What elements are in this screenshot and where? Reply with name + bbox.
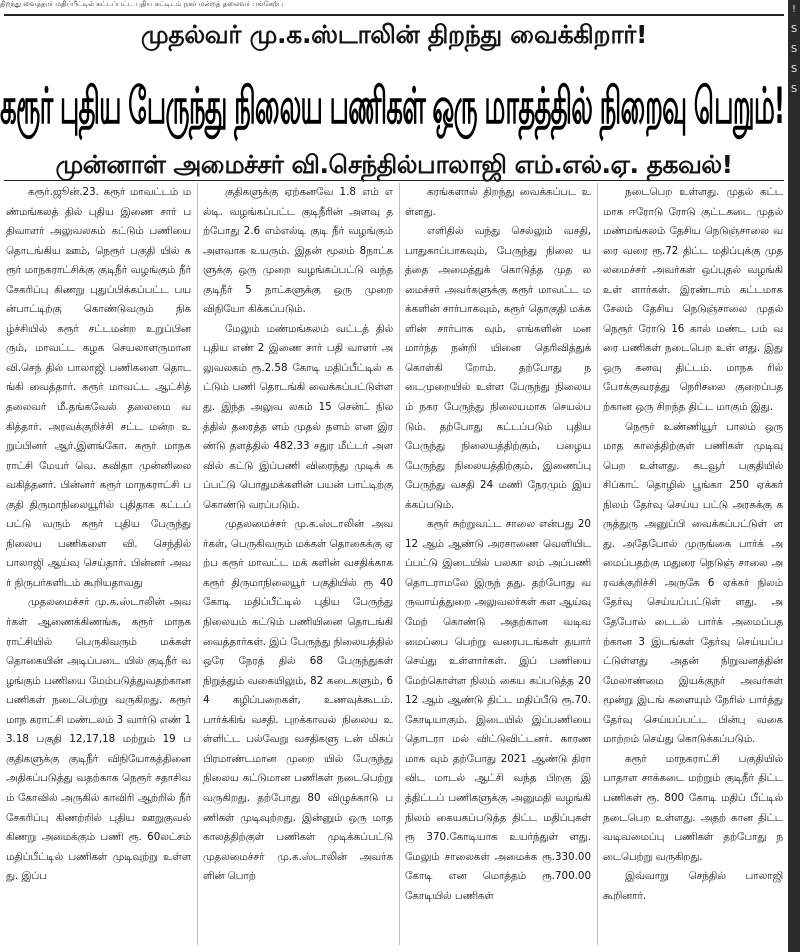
column-divider (197, 183, 198, 945)
strip-glyph: ! (791, 4, 796, 15)
adjacent-page-strip (788, 0, 800, 952)
strip-glyph: S (790, 64, 798, 75)
column-divider (597, 183, 598, 945)
paragraph: கரூர் மாநகராட்சி பகுதியில் பாதாள சாக்கடை மற்றும் குடிநீர் திட்ட பணிகள் ரூ. 800 கோடி மதிப் பீட்டில் நடைபெற உள்ளது. அதற் கான திட்ட வடிவமைப்பு பணிகள் தற்போது நடைபெற்று வருகிறது. (603, 752, 783, 863)
paragraph: கரூர்.ஜூன்.23. கரூர் மாவட்டம் மண்மங்கலத் தில் புதிய இணை சார் பதிவாளர் அலுவலகம் கட்டும் பணியை தொடங்கிய ஊம், நெரூர் பகுதி யில் கரூர் மாநகராட்சிக்கு குடிநீர் வழங்கும் நீர் சேகரிப்பு கிணறு புதுப்பிக்கப்பட்ட பயன்பாட்டிற்கு கொண்டுவரும் நிகழ்ச்சியில் கரூர் சட்டமன்ற உறுப்பினரும், மாவட்ட கழக செயலாளருமான வி.செந் தில் பாலாஜி பணிகளை தொடங்கி வைத்தார். கரூர் மாவட்ட ஆட்சித் தலைவர் மீ.தங்கவேல் தலைமை வகித்தார். அரவக்குறிச்சி சட்ட மன்ற உறுப்பினர் ஆர்.இளங்கோ. கரூர் மாநகராட்சி மேயர் வெ. கவிதா முன்னிலை வகித்தனர். பின்னர் கரூர் மாநகராட்சி பகுதி திருமாநிலையூரில் புதிதாக கட்டப் பட்டு வரும் கரூர் புதிய பேருந்து நிலைய பணிகளை வி. செந்தில் பாலாஜி ஆய்வு செய்தார். பின்னர் அவர் நிருபர்களிடம் கூறியதாவது (6, 186, 191, 589)
paragraph: கரூர் சுற்றுவட்ட சாலை என்பது 2012 ஆம் ஆண்டு அரசாணை வெளியிடப்பட்டு இடையில் பலகா லம் அப்பணி தொடராமலே இருந் தது. தற்போது வருவாய்த்துறை அலுவலர்கள் கள ஆய்வு மேற் கொண்டு அதற்கான வடிவ மைப்பை பெற்று வரைபடங்கள் தயார் செய்து உள்ளார்கள். இப் பணியை மேற்கொள்ள நிலம் கைய கப்படுத்த 2012 ஆம் ஆண்டு திட்ட மதிப்பீடு ரூ.70.கோடியாகும். இடையில் இப்பணியை தொடரா மல் விட்டுவிட்டனர். காரணமாக வும் தற்போது 2021 ஆண்டு திரா விட மாடல் ஆட்சி வந்த பிறகு இத்திட்டப் பணிகளுக்கு அனுமதி வழங்கி நிலம் கையகப்படுத்த திட்ட மதிப்புகள் ரூ 370.கோடியாக உயர்ந்துள் ளது. மேலும் சாலைகள் அமைக்க ரூ.330.00 கோடி என மொத்தம் ரூ.700.00 கோடியில் பணிகள் (405, 518, 591, 902)
column-divider (399, 183, 400, 945)
top-clipped-text: திறந்து வைத்தார் மதிப்பீட்டில் கட்டப்பட்ட புதிய கட்டிடம் நகர் மன்றத் தலைவர் பங்கேற்பு (0, 0, 284, 8)
paragraph: கரங்களால் திறந்து வைக்கப்பட உள்ளது. (405, 186, 591, 218)
paragraph: நெரூர் உண்ணியூர் பாலம் ஒரு மாத காலத்திற்குள் பணிகள் முடிவு பெற உள்ளது. கடவூர் பகுதியில் சிப்காட் தொழில் பூங்கா 250 ஏக்கர் நிலம் தேர்வு செய்ய பட்டு அரசுக்கு கருத்துரு அனுப்பி வைக்கப்பட்டுள் ளது. அதேபோல் முருங்கை பார்க் அமைப்பதற்கு மதுரை நெடுஞ் சாலை அரவக்குறிச்சி அருகே 6 ஏக்கர் நிலம் தேர்வு செய்யப்பட்டுள் ளது. அதேபோல் டைடல் பார்க் அமைப்பதற்கான 3 இடங்கள் தேர்வு செய்யப்பட்டுள்ளது அதன் நிறுவனத்தின் மேலாண்மை இயக்குநர் அவர்கள் மூன்று இடங் களையும் நேரில் பார்த்து தேர்வு செய்யப்பட்ட பின்பு வகை மாற்றம் செய்து கொடுக்கப்படும். (603, 420, 783, 746)
headline-bottom-rule (4, 180, 784, 181)
paragraph: எளிதில் வந்து செல்லும் வசதி, பாதுகாப்பாகவும், பேருந்து நிலை யத்தை அமைத்துக் கொடுத்த முத லமைச்சர் அவர்களுக்கு கரூர் மாவட்ட மக்களின் சார்பாகவும், கரூர் தொகுதி மக்களின் சார்பாக வும், எங்களின் மனமார்ந்த நன்றி யினை தெரிவித்துக் கொள்கி றோம். தற்போது நடைமுறையில் உள்ள பேருந்து நிலையம் நகர பேருந்து நிலையமாக செயல்ப டும். தற்போது கட்டப்படும் புதிய பேருந்து நிலையத்திற்கும், பழைய பேருந்து நிலையத்திற்கும், இணைப்பு பேருந்து வசதி 24 மணி நேரமும் இயக்கப்படும். (405, 225, 591, 511)
paragraph: முதலமைச்சர் மு.க.ஸ்டாலின் அவர்கள், பெருகிவரும் மக்கள் தொகைக்கு ஏற்ப கரூர் மாவட்ட மக் களின் வசதிக்காக கரூர் திருமாநிலையூர் பகுதியில் ரூ 40 கோடி மதிப்பீட்டில் புதிய பேருந்து நிலையம் கட்டும் பணியினை தொடங்கி வைத்தார்கள். இப் பேருந்து நிலையத்தில் ஒரே நேரத் தில் 68 பேருந்துகள் நிறுத்தும் வகையிலும், 82 கடைகளும், 64 கழிப்பறைகள், உணவுக்கூடம். பார்க்கிங் வசதி. புறக்காவல் நிலைய உள்ளிட்ட பல்வேறு வசதிகளு டன் மிகப் பிரமாண்டமான முறை யில் பேருந்து நிலைய கட்டுமான பணிகள் நடைபெற்று வருகிறது. தற்போது 80 விழுக்காடு பணிகள் முடிவுற்றது. இன்னும் ஒரு மாத காலத்திற்குள் பணிகள் முடிக்கப்பட்டு முதலமைச்சர் மு.க.ஸ்டாலின் அவர்களின் பொற் (203, 518, 393, 883)
article-column-3 (405, 183, 591, 943)
article-column-4 (603, 183, 783, 943)
top-rule (4, 14, 784, 16)
kicker-headline: முதல்வர் மு.க.ஸ்டாலின் திறந்து வைக்கிறார்! (140, 20, 648, 49)
main-headline (0, 66, 788, 146)
article-column-1 (6, 183, 191, 943)
paragraph: முதலமைச்சர் மு.க.ஸ்டாலின் அவர்கள் ஆணைக்கிணங்க, கரூர் மாநகராட்சியில் பெருகிவரும் மக்கள் தொகையின் அடிப்படை யில் குடிநீர் வழங்கும் பணியை மேம்படுத்துவதற்கான பணிகள் நடைபெற்று வருகிறது. கரூர் மாந கராட்சி மண்டலம் 3 வார்டு எண் 13.18 பகுதி 12,17,18 மற்றும் 19 பகுதிகளுக்கு குடிநீர் விநியோகத்தினை அதிகப்படுத்து வதற்காக நெரூர் சதாசிவம் கோவில் அருகில் காவிரி ஆற்றில் நீர் சேகரிப்பு கிணற்றில் புதிய ஊறுகுவல் கிணறு அமைக்கும் பணி ரூ. 60லட்சம் மதிப்பீட்டில் பணிகள் முடிவுற்று உள்ளது. இப்ப (6, 596, 191, 883)
sub-headline: முன்னாள் அமைச்சர் வி.செந்தில்பாலாஜி எம்.எல்.ஏ. தகவல்! (55, 150, 733, 179)
paragraph: நடைபெற உள்ளது. முதல் கட்ட மாக ஈரோடு ரோடு குட்டகடை முதல் மண்மங்கலம் தேசிய நெடுஞ்சாலை வரை வரை ரூ.72 திட்ட மதிப்புக்கு முதலமைச்சர் அவர்கள் ஒப்புதல் வழங்கி உள் ளார்கள். இரண்டாம் கட்டமாக சேலம் தேசிய நெடுஞ்சாலை முதல் நெரூர் ரோடு 16 கால் மண்ட பம் வரை பணிகள் நடைபெற உள் ளது. இது ஒரு கனவு திட்டம். மாநக ரில் போக்குவரத்து நெரிசலை குறைப்பதற்கான ஒரு சிறந்த திட்ட மாகும் இது. (603, 186, 783, 414)
paragraph: மேலும் மண்மங்கலம் வட்டத் தில் புதிய எண் 2 இணை சார் பதி வாளர் அலுவலகம் ரூ.2.58 கோடி மதிப்பீட்டில் கட்டும் பணி தொடங்கி வைக்கப்பட்டுள்ளது. இந்த அலுவ லகம் 15 சென்ட் நிலத்தில் தரைத்த ளம் முதல் தளம் என இரண்டு தளத்தில் 482.33 சதுர மீட்டர் அள வில் கட்டு இப்பணி விரைந்து முடிக் கப்பட்டு பொதுமக்களின் பயன் பாட்டிற்கு கொண்டு வரப்படும். (203, 322, 393, 511)
strip-glyph: S (790, 84, 798, 95)
paragraph: குதிகளுக்கு ஏற்கனவே 1.8 எம் எல்டி. வழங்கப்பட்ட குடிநீரின் அளவு தற்போது 2.6 எம்எல்டி குடி நீர் வழங்கும் அளவாக உயரும். இதன் மூலம் 8நாட்களுக்கு ஒரு முறை வழங்கப்பட்டு வந்த குடிநீர் 5 நாட்களுக்கு ஒரு முறை விநியோ கிக்கப்படும். (203, 186, 393, 316)
main-headline-text: கரூர் புதிய பேருந்து நிலைய பணிகள் ஒரு மாதத்தில் நிறைவு பெறும்! (0, 77, 784, 135)
strip-glyph: S (790, 44, 798, 55)
strip-glyph: S (790, 24, 798, 35)
paragraph: இவ்வாறு செந்தில் பாலாஜி கூறினார். (603, 870, 783, 902)
article-column-2 (203, 183, 393, 943)
